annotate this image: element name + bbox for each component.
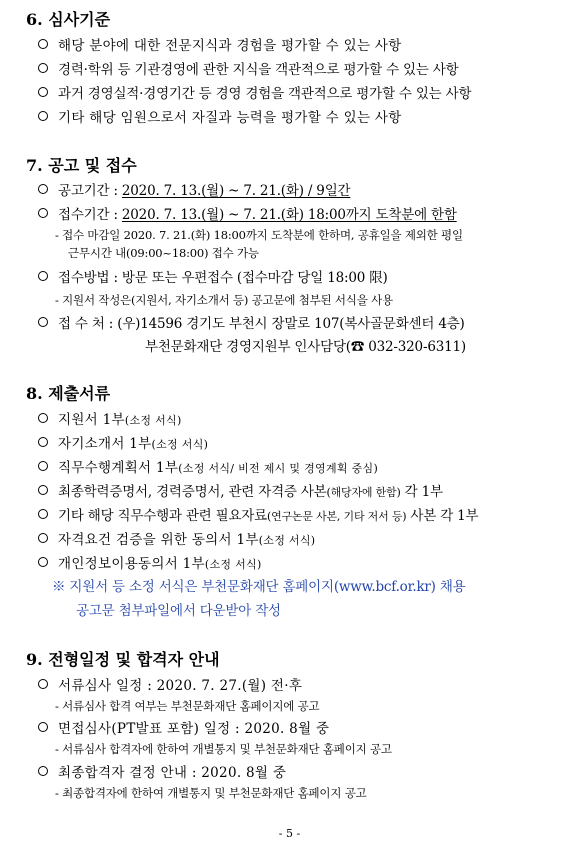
- bullet-circle-icon: [38, 679, 48, 689]
- list-item-note: - 서류심사 합격자에 한하여 개별통지 및 부천문화재단 홈페이지 공고: [55, 742, 392, 756]
- list-item: 서류심사 일정 : 2020. 7. 27.(월) 전·후: [38, 679, 302, 694]
- bullet-circle-icon: [38, 208, 48, 218]
- list-item-note: - 서류심사 합격 여부는 부천문화재단 홈페이지에 공고: [55, 699, 320, 713]
- bullet-circle-icon: [38, 557, 48, 567]
- bullet-circle-icon: [38, 317, 48, 327]
- receipt-period-line: 접수기간 : 2020. 7. 13.(월) ~ 7. 21.(화) 18:00까지 도착분에 한함: [38, 208, 457, 223]
- page-number: - 5 -: [278, 827, 301, 840]
- bullet-circle-icon: [38, 766, 48, 776]
- receipt-note: - 접수 마감일 2020. 7. 21.(화) 18:00까지 도착분에 한하며, 공휴일을 제외한 평일: [55, 228, 463, 242]
- forms-note-cont: 공고문 첨부파일에서 다운받아 작성: [76, 603, 281, 619]
- notice-period-line: 공고기간 : 2020. 7. 13.(월) ~ 7. 21.(화) / 9일간: [38, 184, 350, 199]
- list-item-note: - 최종합격자에 한하여 개별통지 및 부천문화재단 홈페이지 공고: [55, 786, 367, 800]
- list-item: 기타 해당 직무수행과 관련 필요자료(연구논문 사본, 기타 저서 등) 사본 각 1부: [38, 509, 478, 524]
- bullet-circle-icon: [38, 87, 48, 97]
- list-item: 과거 경영실적·경영기간 등 경영 경험을 객관적으로 평가할 수 있는 사항: [38, 87, 471, 102]
- bullet-circle-icon: [38, 111, 48, 121]
- bullet-circle-icon: [38, 63, 48, 73]
- section-9-title: 9. 전형일정 및 합격자 안내: [26, 650, 220, 669]
- list-item: 기타 해당 임원으로서 자질과 능력을 평가할 수 있는 사항: [38, 111, 402, 126]
- bullet-circle-icon: [38, 437, 48, 447]
- section-6-title: 6. 심사기준: [26, 10, 111, 29]
- list-item: 직무수행계획서 1부(소정 서식/ 비전 제시 및 경영계획 중심): [38, 461, 378, 476]
- bullet-circle-icon: [38, 485, 48, 495]
- section-7-title: 7. 공고 및 접수: [26, 156, 137, 175]
- bullet-circle-icon: [38, 722, 48, 732]
- method-note: - 지원서 작성은(지원서, 자기소개서 등) 공고문에 첨부된 서식을 사용: [55, 293, 393, 307]
- list-item: 자기소개서 1부(소정 서식): [38, 437, 208, 452]
- list-item: 해당 분야에 대한 전문지식과 경험을 평가할 수 있는 사항: [38, 39, 402, 54]
- bullet-circle-icon: [38, 509, 48, 519]
- receipt-note-cont: 근무시간 내(09:00~18:00) 접수 가능: [68, 246, 259, 260]
- receipt-method: 접수방법 : 방문 또는 우편접수 (접수마감 당일 18:00 限): [38, 271, 388, 286]
- bullet-circle-icon: [38, 271, 48, 281]
- forms-note: ※ 지원서 등 소정 서식은 부천문화재단 홈페이지(www.bcf.or.kr) 채용: [52, 579, 466, 595]
- list-item: 면접심사(PT발표 포함) 일정 : 2020. 8월 중: [38, 722, 329, 737]
- notice-period: 2020. 7. 13.(월) ~ 7. 21.(화) / 9일간: [121, 183, 351, 199]
- bullet-circle-icon: [38, 413, 48, 423]
- list-item: 최종학력증명서, 경력증명서, 관련 자격증 사본(해당자에 한함) 각 1부: [38, 485, 443, 500]
- list-item: 지원서 1부(소정 서식): [38, 413, 182, 428]
- bullet-circle-icon: [38, 533, 48, 543]
- list-item: 최종합격자 결정 안내 : 2020. 8월 중: [38, 766, 286, 781]
- bullet-circle-icon: [38, 39, 48, 49]
- receipt-contact: 부천문화재단 경영지원부 인사담당(☎ 032-320-6311): [145, 339, 466, 355]
- list-item: 개인정보이용동의서 1부(소정 서식): [38, 557, 262, 572]
- list-item: 자격요건 검증을 위한 동의서 1부(소정 서식): [38, 533, 315, 548]
- bullet-circle-icon: [38, 184, 48, 194]
- bullet-circle-icon: [38, 461, 48, 471]
- receipt-address: 접 수 처 : (우)14596 경기도 부천시 장말로 107(복사골문화센터 4층): [38, 317, 465, 332]
- list-item: 경력·학위 등 기관경영에 관한 지식을 객관적으로 평가할 수 있는 사항: [38, 63, 458, 78]
- receipt-period: 2020. 7. 13.(월) ~ 7. 21.(화) 18:00까지 도착분에 한함: [121, 207, 457, 223]
- section-8-title: 8. 제출서류: [26, 384, 111, 403]
